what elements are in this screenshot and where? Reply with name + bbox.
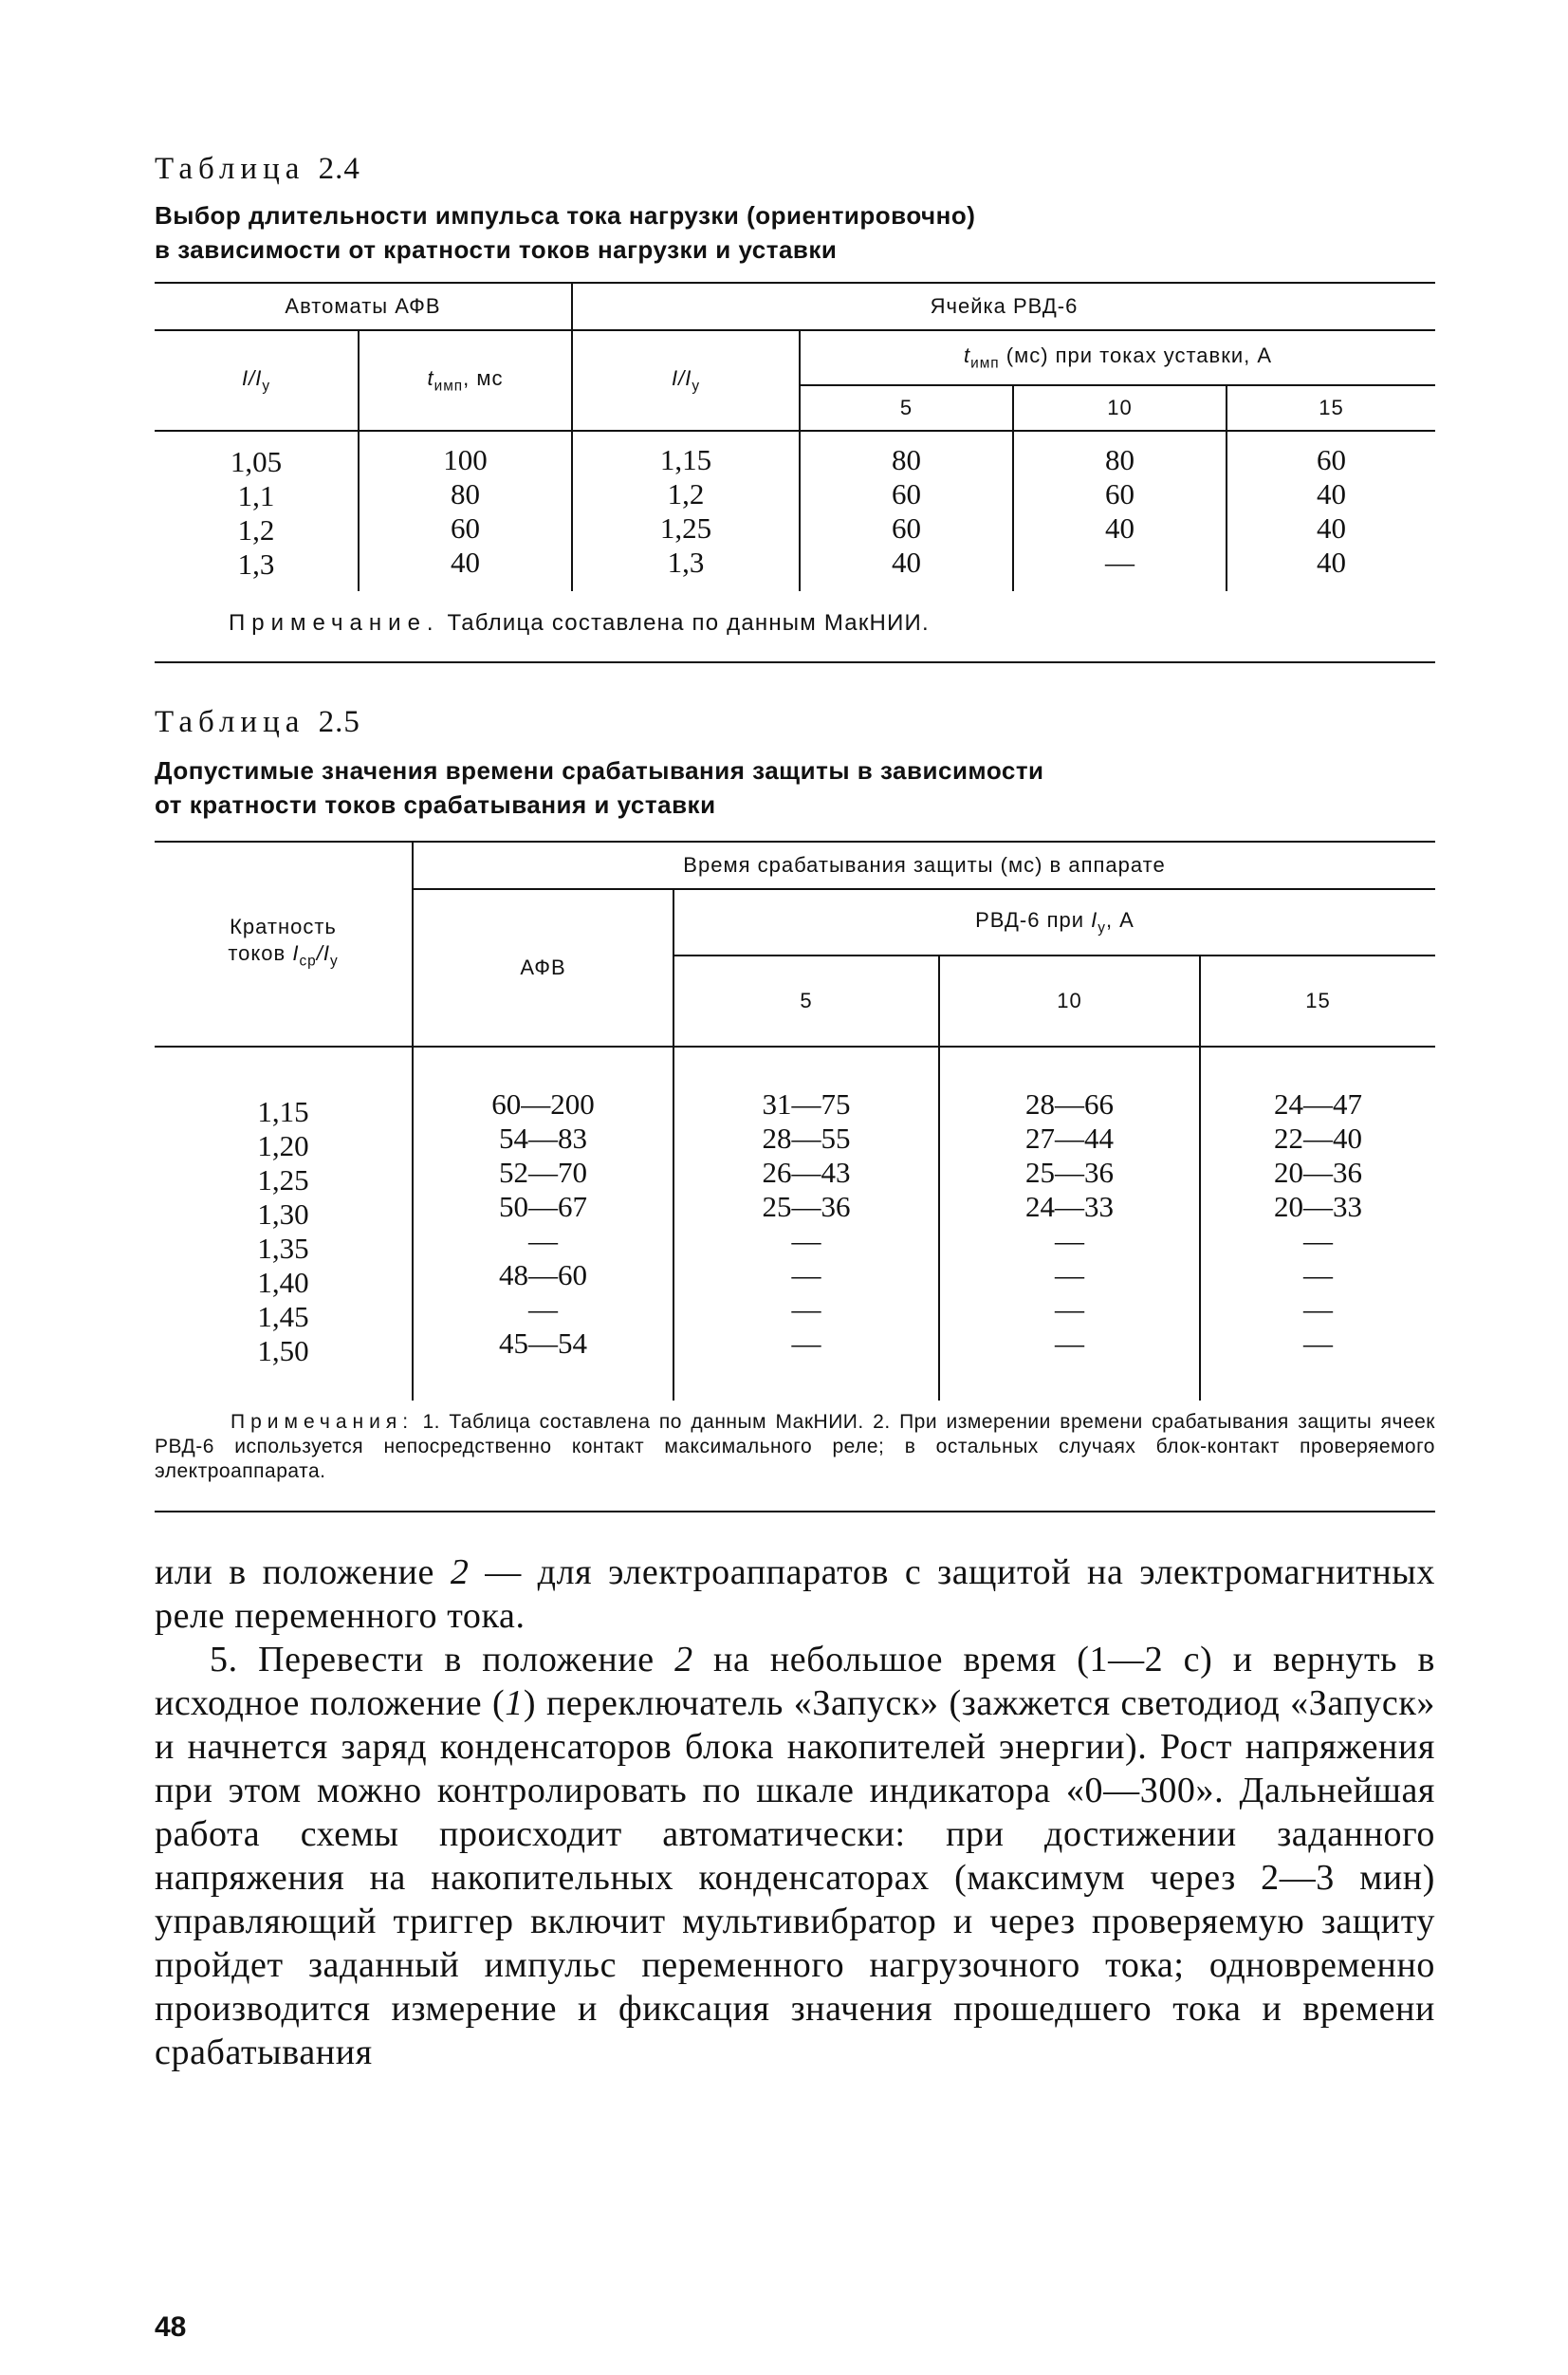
- table-2-4-title: [155, 198, 1435, 267]
- page: [155, 0, 1435, 2074]
- table-label-number: 2.5: [318, 705, 360, 739]
- table-label-prefix: Таблица: [155, 705, 305, 739]
- table-2-5-title: [155, 753, 1435, 822]
- page-number: 48: [155, 2311, 187, 2343]
- column-rvd-15: 24—47 22—40 20—36 20—33 — — — —: [1200, 1047, 1435, 1401]
- column-rvd-5: 80 60 60 40: [800, 431, 1013, 591]
- paragraph: 5. Перевести в положение 2 на небольшое время (1—2 с) и вернуть в исходное положение (1) переключатель «Запуск» (зажжется светодиод «Запуск» и начнется заряд конденсаторов блока накопителей энергии). Рост напряжения при этом можно контролировать по шкале индикатора «0—300». Дальнейшая работа схемы происходит автоматически: при достижении заданного напряжения на накопительных конденсаторах (максимум через 2—3 мин) управляющий триггер включит мультивибратор и через проверяемую защиту пройдет заданный импульс переменного нагрузочного тока; одновременно производится измерение и фиксация значения прошедшего тока и времени срабатывания: [155, 1640, 1436, 2072]
- header-rvd-time: $t_{имп}$ (мс) при токах уставки, А: [800, 330, 1435, 385]
- header-rvd-ratio: $I/I_у$: [572, 330, 800, 431]
- header-afv-time: $t_{имп}$, мс: [359, 330, 572, 431]
- header-rvd-group: РВД-6 при $I_у$, А: [673, 889, 1435, 956]
- table-2-4-note: Примечание. Таблица составлена по данным МакНИИ.: [229, 610, 930, 636]
- title-line: Выбор длительности импульса тока нагрузки (ориентировочно): [155, 201, 976, 230]
- header-afv-group: Автоматы АФВ: [155, 283, 572, 330]
- header-afv-ratio: $I/I_у$: [155, 330, 359, 431]
- title-line: Допустимые значения времени срабатывания защиты в зависимости: [155, 756, 1044, 785]
- header-sub-15: 15: [1200, 956, 1435, 1047]
- divider: [155, 661, 1435, 663]
- header-afv: АФВ: [413, 889, 673, 1047]
- table-2-4-label: [155, 152, 1435, 187]
- divider: [155, 1511, 1435, 1512]
- title-line: в зависимости от кратности токов нагрузки и уставки: [155, 235, 838, 264]
- table-label-prefix: Таблица: [155, 152, 305, 186]
- column-rvd-ratio: 1,15 1,2 1,25 1,3: [572, 431, 800, 591]
- body-text: [155, 1550, 1435, 2074]
- table-2-5-label: [155, 705, 1435, 740]
- column-rvd-10: 28—66 27—44 25—36 24—33 — — — —: [939, 1047, 1200, 1401]
- header-sub-10: 10: [939, 956, 1200, 1047]
- column-rvd-5: 31—75 28—55 26—43 25—36 — — — —: [673, 1047, 939, 1401]
- column-afv: 60—200 54—83 52—70 50—67 — 48—60 — 45—54: [413, 1047, 673, 1401]
- title-line: от кратности токов срабатывания и уставки: [155, 790, 716, 819]
- column-rvd-15: 60 40 40 40: [1227, 431, 1435, 591]
- header-sub-10: 10: [1013, 385, 1227, 431]
- header-sub-15: 15: [1227, 385, 1435, 431]
- header-time-group: Время срабатывания защиты (мс) в аппарате: [413, 842, 1435, 889]
- header-kratnost: Кратность токов $I_{ср}/I_у$: [155, 842, 413, 1047]
- column-kratnost: 1,15 1,20 1,25 1,30 1,35 1,40 1,45 1,50: [257, 1095, 309, 1367]
- table-2-4: [155, 282, 1435, 591]
- header-rvd-group: Ячейка РВД-6: [572, 283, 1435, 330]
- table-2-5-note: Примечания: 1. Таблица составлена по данным МакНИИ. 2. При измерении времени срабатывания защиты ячеек РВД-6 используется непосредственно контакт максимального реле; в остальных случаях блок-контакт проверяемого электроаппарата.: [155, 1411, 1435, 1482]
- table-2-5: [155, 841, 1435, 1401]
- column-rvd-10: 80 60 40 —: [1013, 431, 1227, 591]
- table-label-number: 2.4: [318, 152, 360, 186]
- paragraph: или в положение 2 — для электроаппаратов с защитой на электромагнитных реле переменного тока.: [155, 1552, 1435, 1636]
- header-sub-5: 5: [673, 956, 939, 1047]
- column-afv-time: 100 80 60 40: [359, 431, 572, 591]
- header-sub-5: 5: [800, 385, 1013, 431]
- column-afv-ratio: 1,05 1,1 1,2 1,3: [230, 445, 283, 581]
